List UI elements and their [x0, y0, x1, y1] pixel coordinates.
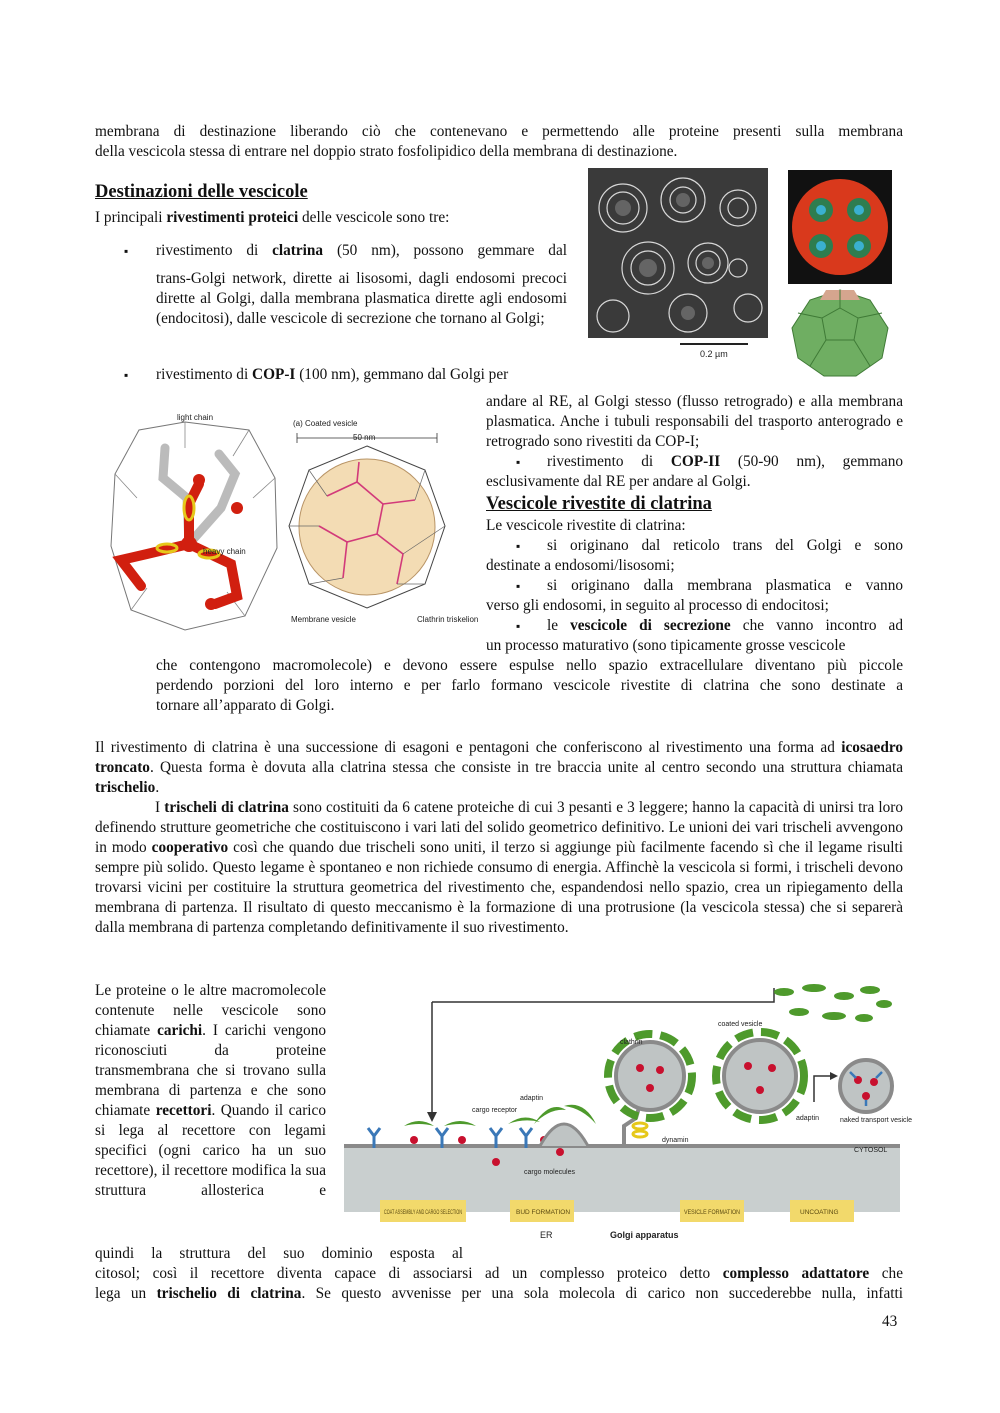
- clathrin-label: clathrin: [620, 1039, 643, 1046]
- text-line: perdendo porzioni del loro interno e per farlo formano vescicole rivestite di clatrina che sono destinate a: [156, 677, 903, 694]
- bullet-icon: ▪: [124, 368, 129, 382]
- text-line: membrana di destinazione liberando ciò che contenevano e permettendo alle proteine presenti sulla membrana: [95, 123, 903, 140]
- vesicle-formation-figure: [344, 976, 912, 1246]
- text-line: che contengono macromolecole) e devono essere espulse nello spazio extracellulare diventano più piccole: [156, 657, 903, 674]
- cytosol-label: CYTOSOL: [854, 1147, 888, 1154]
- triskelion-figure: [107, 408, 477, 638]
- light-chain-label: light chain: [177, 413, 214, 422]
- cargo-receptor-label: cargo receptor: [472, 1107, 518, 1114]
- stage-vesicle-formation: VESICLE FORMATION: [684, 1209, 741, 1216]
- adaptin-label-2: adaptin: [796, 1115, 819, 1122]
- coated-vesicle-label: coated vesicle: [718, 1021, 763, 1028]
- golgi-label: Golgi apparatus: [610, 1230, 679, 1240]
- page-number: 43: [882, 1313, 898, 1330]
- stage-coat-assembly: COAT ASSEMBLY AND CARGO SELECTION: [384, 1209, 463, 1216]
- text-line: verso gli endosomi, in seguito al processo di endocitosi;: [486, 597, 829, 614]
- text-paragraph: trans-Golgi network, dirette ai lisosomi, dagli endosomi precoci dirette al Golgi, dalla membrana plasmatica dirette agli endosomi (endocitosi), dalle vescicole di secrezione che tornano al Golgi;: [156, 270, 567, 327]
- text-line: quindi la struttura del suo dominio esposta al: [95, 1245, 463, 1262]
- text-line: le vescicole di secrezione che vanno incontro ad: [547, 617, 903, 634]
- membrane-vesicle-label: Membrane vesicle: [291, 615, 356, 624]
- text-line: Le vescicole rivestite di clatrina:: [486, 517, 686, 534]
- text-paragraph: Il rivestimento di clatrina è una successione di esagoni e pentagoni che conferiscono al rivestimento una forma ad icosaedro troncato. Questa forma è dovuta alla clatrina stessa che consiste in tre braccia unite al centro secondo una struttura chiamata trischelio.: [95, 739, 903, 796]
- naked-vesicle-label: naked transport vesicle: [840, 1117, 912, 1124]
- bullet-icon: ▪: [516, 579, 521, 593]
- cage-reconstruction-figure: [786, 168, 894, 380]
- text-line: rivestimento di COP-I (100 nm), gemmano dal Golgi per: [156, 366, 509, 383]
- text-paragraph: I trischeli di clatrina sono costituiti da 6 catene proteiche di cui 3 pesanti e 3 leggere; hanno la capacità di unirsi tra loro definendo strutture geometriche che costituiscono i vari lati del solido geometrico definitivo. Le unioni dei vari trischeli avvengono in modo cooperativo così che quando due trischeli sono uniti, il terzo si aggiunge più facilmente facendo sì che il legame risulti sempre più solido. Questo legame è spontaneo e non richiede consumo di energia. Affinchè la vescicola si formi, i trischeli devono trovarsi vicini per costituire la struttura geometrica del rivestimento che, espandendosi nello spazio, crea un ripiegamento della membrana di partenza. Il risultato di questo meccanismo è la formazione di una protrusione (la vescicola stessa) che si separerà dalla membrana di partenza completando definitivamente il suo rivestimento.: [95, 799, 904, 936]
- section-heading: Destinazioni delle vescicole: [95, 182, 308, 202]
- section-heading: Vescicole rivestite di clatrina: [486, 494, 712, 514]
- bullet-icon: ▪: [516, 455, 521, 469]
- clathrin-triskelion-label: Clathrin triskelion: [417, 615, 479, 624]
- dynamin-label: dynamin: [662, 1137, 689, 1144]
- stage-bud-formation: BUD FORMATION: [516, 1209, 571, 1216]
- text-line: si originano dal reticolo trans del Golgi e sono: [547, 537, 903, 554]
- adaptin-label: adaptin: [520, 1095, 543, 1102]
- text-line: un processo maturativo (sono tipicamente grosse vescicole: [486, 637, 846, 654]
- text-line: destinate a endosomi/lisosomi;: [486, 557, 675, 574]
- bullet-icon: ▪: [124, 244, 129, 258]
- er-label: ER: [540, 1230, 553, 1240]
- text-line: della vescicola stessa di entrare nel doppio strato fosfolipidico della membrana di destinazione.: [95, 143, 678, 160]
- stage-uncoating: UNCOATING: [800, 1209, 839, 1216]
- text-paragraph: andare al RE, al Golgi stesso (flusso retrogrado) e alla membrana plasmatica. Anche i tubuli responsabili del trasporto anterogrado e retrogrado sono rivestiti da COP-I;: [486, 393, 903, 450]
- em-micrograph-figure: [588, 168, 768, 360]
- text-line: rivestimento di COP-II (50-90 nm), gemmano: [547, 453, 903, 470]
- text-line: rivestimento di clatrina (50 nm), possono gemmare dal: [156, 242, 567, 259]
- bullet-icon: ▪: [516, 619, 521, 633]
- text-line: lega un trischelio di clatrina. Se questo avvenisse per una sola molecola di carico non succederebbe nulla, infatti: [95, 1285, 903, 1302]
- text-line: citosol; così il recettore diventa capace di associarsi ad un complesso proteico detto complesso adattatore che: [95, 1265, 903, 1282]
- cargo-molecules-label: cargo molecules: [524, 1169, 575, 1176]
- scale-label: 0.2 µm: [700, 349, 728, 359]
- text-paragraph: Le proteine o le altre macromolecole contenute nelle vescicole sono chiamate carichi. I carichi vengono riconosciuti da proteine transmembrana che si trovano sulla membrana di partenza e che sono chiamate recettori. Quando il carico si lega al recettore con legami specifici (ogni carico ha un suo recettore), il recettore modifica la sua struttura allosterica e: [95, 982, 326, 1199]
- heavy-chain-label: heavy chain: [203, 547, 246, 556]
- bullet-icon: ▪: [516, 539, 521, 553]
- scale-50nm-label: 50 nm: [353, 433, 376, 442]
- text-line: tornare all’apparato di Golgi.: [156, 697, 335, 714]
- coated-vesicle-title: (a) Coated vesicle: [293, 419, 358, 428]
- text-line: si originano dalla membrana plasmatica e vanno: [547, 577, 903, 594]
- text-line: I principali rivestimenti proteici delle vescicole sono tre:: [95, 209, 450, 226]
- text-line: esclusivamente dal RE per andare al Golgi.: [486, 473, 751, 490]
